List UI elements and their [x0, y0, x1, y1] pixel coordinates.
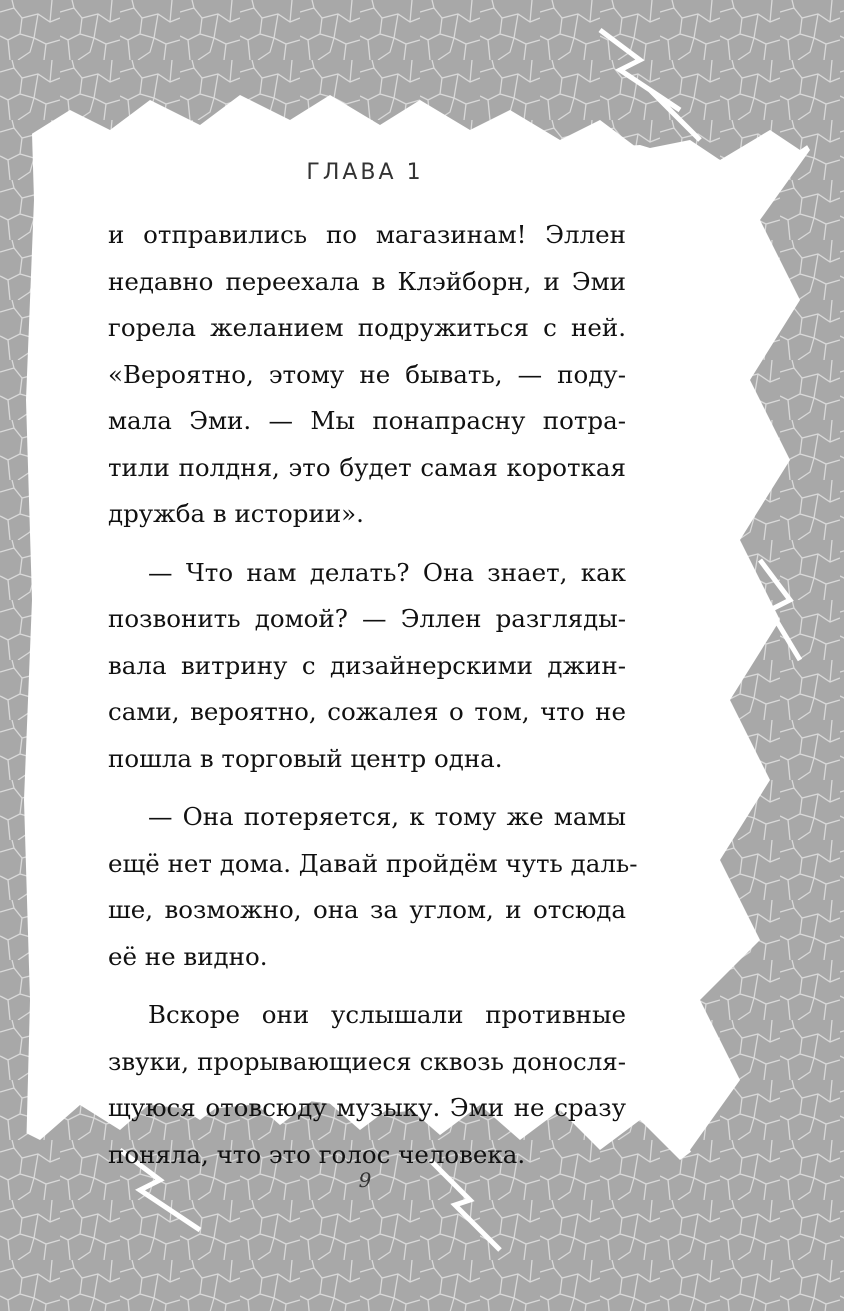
- text-line: ещё нет дома. Давай пройдём чуть даль-: [108, 848, 638, 878]
- text-line: дружба в истории».: [108, 499, 364, 528]
- text-line: сами, вероятно, сожалея о том, что не: [108, 697, 626, 726]
- text-line: поняла, что это голос человека.: [108, 1139, 526, 1169]
- chapter-header: ГЛАВА 1: [306, 160, 424, 185]
- text-line: её не видно.: [108, 941, 268, 971]
- text-line: звуки, прорывающиеся сквозь доносля-: [108, 1046, 626, 1076]
- text-line: ше, возможно, она за углом, и отсюда: [108, 895, 626, 924]
- text-line: — Она потеряется, к тому же мамы: [148, 802, 626, 831]
- body-text: [108, 212, 638, 1178]
- text-line: щуюся отовсюду музыку. Эми не сразу: [108, 1093, 626, 1122]
- text-line: вала витрину с дизайнерскими джин-: [108, 650, 626, 680]
- text-line: — Что нам делать? Она знает, как: [148, 557, 626, 587]
- page-number: 9: [358, 1168, 372, 1192]
- text-line: горела желанием подружиться с ней.: [108, 313, 626, 342]
- border-top: [0, 0, 844, 160]
- text-line: пошла в торговый центр одна.: [108, 743, 503, 773]
- text-line: недавно переехала в Клэйборн, и Эми: [108, 266, 626, 296]
- text-line: «Вероятно, этому не бывать, — поду-: [108, 359, 626, 389]
- text-line: Вскоре они услышали противные: [148, 1000, 626, 1029]
- text-line: тили полдня, это будет самая короткая: [108, 452, 626, 482]
- text-line: мала Эми. — Мы понапрасну потра-: [108, 406, 626, 435]
- border-right: [690, 0, 844, 1311]
- text-line: и отправились по магазинам! Эллен: [108, 220, 626, 249]
- border-left: [0, 0, 34, 1311]
- text-line: позвонить домой? — Эллен разгляды-: [108, 604, 626, 633]
